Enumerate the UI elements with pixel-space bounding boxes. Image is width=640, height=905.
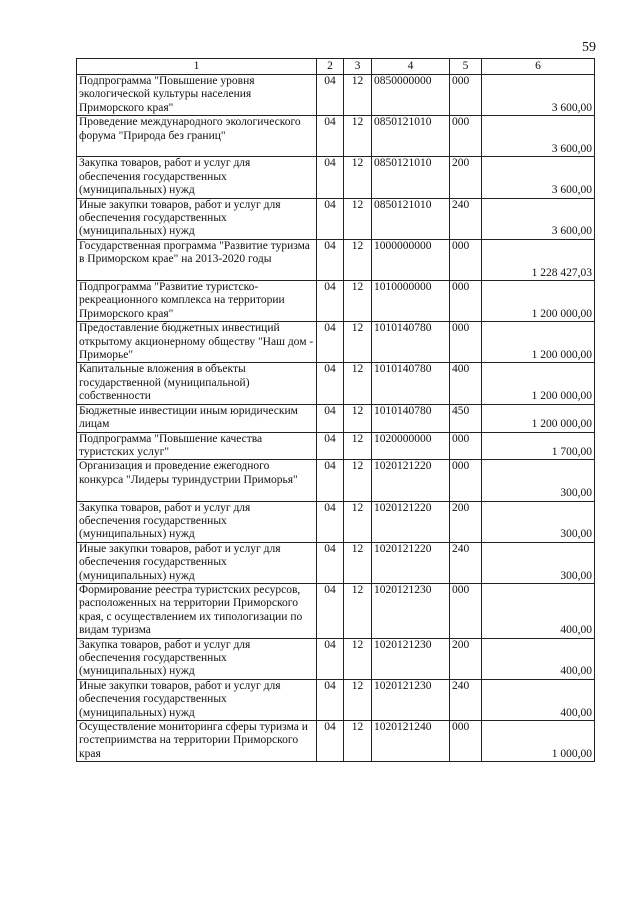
row-name-cell: Бюджетные инвестиции иным юридическим лицам: [77, 404, 317, 432]
row-section-cell: 04: [317, 432, 344, 460]
row-subsection-cell: 12: [344, 679, 372, 720]
row-expense-type-cell: 000: [450, 75, 482, 116]
row-target-article-cell: 0850000000: [372, 75, 450, 116]
row-expense-type-cell: 450: [450, 404, 482, 432]
row-name-cell: Закупка товаров, работ и услуг для обеспечения государственных (муниципальных) нужд: [77, 638, 317, 679]
row-name-cell: Подпрограмма "Повышение уровня экологической культуры населения Приморского края": [77, 75, 317, 116]
table-row: [77, 404, 595, 432]
table-header-row: [77, 59, 595, 75]
row-subsection-cell: 12: [344, 75, 372, 116]
row-section-cell: 04: [317, 363, 344, 404]
row-section-cell: 04: [317, 679, 344, 720]
row-name-cell: Подпрограмма "Повышение качества туристских услуг": [77, 432, 317, 460]
row-target-article-cell: 1020121230: [372, 583, 450, 638]
row-amount-cell: 1 200 000,00: [482, 363, 595, 404]
row-expense-type-cell: 200: [450, 501, 482, 542]
row-subsection-cell: 12: [344, 460, 372, 501]
row-section-cell: 04: [317, 239, 344, 280]
row-name-cell: Подпрограмма "Развитие туристско-рекреационного комплекса на территории Приморского края": [77, 281, 317, 322]
row-section-cell: 04: [317, 542, 344, 583]
row-target-article-cell: 1020121230: [372, 679, 450, 720]
row-subsection-cell: 12: [344, 432, 372, 460]
row-target-article-cell: 1020121240: [372, 721, 450, 762]
row-expense-type-cell: 240: [450, 679, 482, 720]
column-header-name: 1: [77, 59, 317, 75]
row-name-cell: Иные закупки товаров, работ и услуг для обеспечения государственных (муниципальных) нужд: [77, 542, 317, 583]
row-name-cell: Закупка товаров, работ и услуг для обеспечения государственных (муниципальных) нужд: [77, 501, 317, 542]
row-expense-type-cell: 000: [450, 322, 482, 363]
table-row: [77, 198, 595, 239]
column-header-subsection: 3: [344, 59, 372, 75]
row-amount-cell: 3 600,00: [482, 157, 595, 198]
row-section-cell: 04: [317, 281, 344, 322]
table-row: [77, 432, 595, 460]
row-target-article-cell: 1010140780: [372, 404, 450, 432]
row-amount-cell: 3 600,00: [482, 198, 595, 239]
row-subsection-cell: 12: [344, 638, 372, 679]
row-amount-cell: 1 200 000,00: [482, 404, 595, 432]
row-subsection-cell: 12: [344, 404, 372, 432]
row-name-cell: Иные закупки товаров, работ и услуг для обеспечения государственных (муниципальных) нужд: [77, 198, 317, 239]
row-expense-type-cell: 000: [450, 583, 482, 638]
row-subsection-cell: 12: [344, 542, 372, 583]
row-target-article-cell: 1010140780: [372, 363, 450, 404]
column-header-expense-type: 5: [450, 59, 482, 75]
row-amount-cell: 1 200 000,00: [482, 322, 595, 363]
row-amount-cell: 300,00: [482, 460, 595, 501]
row-target-article-cell: 0850121010: [372, 157, 450, 198]
row-amount-cell: 1 200 000,00: [482, 281, 595, 322]
row-amount-cell: 300,00: [482, 501, 595, 542]
row-subsection-cell: 12: [344, 157, 372, 198]
row-name-cell: Иные закупки товаров, работ и услуг для обеспечения государственных (муниципальных) нужд: [77, 679, 317, 720]
row-expense-type-cell: 000: [450, 721, 482, 762]
row-expense-type-cell: 000: [450, 281, 482, 322]
row-target-article-cell: 1000000000: [372, 239, 450, 280]
row-section-cell: 04: [317, 638, 344, 679]
table-row: [77, 75, 595, 116]
row-target-article-cell: 1020121220: [372, 542, 450, 583]
table-row: [77, 239, 595, 280]
row-expense-type-cell: 000: [450, 239, 482, 280]
table-row: [77, 116, 595, 157]
row-expense-type-cell: 400: [450, 363, 482, 404]
table-row: [77, 460, 595, 501]
table-row: [77, 583, 595, 638]
row-subsection-cell: 12: [344, 721, 372, 762]
row-expense-type-cell: 000: [450, 116, 482, 157]
row-name-cell: Государственная программа "Развитие туризма в Приморском крае" на 2013-2020 годы: [77, 239, 317, 280]
row-target-article-cell: 1020121230: [372, 638, 450, 679]
row-amount-cell: 1 700,00: [482, 432, 595, 460]
row-name-cell: Закупка товаров, работ и услуг для обеспечения государственных (муниципальных) нужд: [77, 157, 317, 198]
row-section-cell: 04: [317, 501, 344, 542]
row-expense-type-cell: 200: [450, 157, 482, 198]
row-expense-type-cell: 240: [450, 542, 482, 583]
row-section-cell: 04: [317, 75, 344, 116]
row-target-article-cell: 0850121010: [372, 116, 450, 157]
row-name-cell: Капитальные вложения в объекты государственной (муниципальной) собственности: [77, 363, 317, 404]
row-section-cell: 04: [317, 721, 344, 762]
table-row: [77, 679, 595, 720]
row-target-article-cell: 1010140780: [372, 322, 450, 363]
row-expense-type-cell: 000: [450, 460, 482, 501]
row-name-cell: Предоставление бюджетных инвестиций открытому акционерному обществу "Наш дом - Приморье": [77, 322, 317, 363]
row-name-cell: Формирование реестра туристских ресурсов, расположенных на территории Приморского края, с осуществлением их типологизации по видам туризма: [77, 583, 317, 638]
row-amount-cell: 400,00: [482, 583, 595, 638]
row-name-cell: Организация и проведение ежегодного конкурса "Лидеры туриндустрии Приморья": [77, 460, 317, 501]
table-body: [77, 75, 595, 762]
row-target-article-cell: 1010000000: [372, 281, 450, 322]
row-section-cell: 04: [317, 116, 344, 157]
row-amount-cell: 400,00: [482, 679, 595, 720]
row-amount-cell: 400,00: [482, 638, 595, 679]
row-section-cell: 04: [317, 404, 344, 432]
row-section-cell: 04: [317, 198, 344, 239]
page-number: 59: [582, 40, 596, 55]
table-row: [77, 542, 595, 583]
budget-table: [76, 58, 595, 762]
table-row: [77, 721, 595, 762]
row-subsection-cell: 12: [344, 116, 372, 157]
row-target-article-cell: 1020121220: [372, 501, 450, 542]
row-subsection-cell: 12: [344, 583, 372, 638]
row-section-cell: 04: [317, 322, 344, 363]
row-amount-cell: 300,00: [482, 542, 595, 583]
row-name-cell: Осуществление мониторинга сферы туризма и гостеприимства на территории Приморского края: [77, 721, 317, 762]
row-section-cell: 04: [317, 460, 344, 501]
row-subsection-cell: 12: [344, 198, 372, 239]
table-row: [77, 157, 595, 198]
row-section-cell: 04: [317, 157, 344, 198]
row-amount-cell: 3 600,00: [482, 116, 595, 157]
row-name-cell: Проведение международного экологического форума "Природа без границ": [77, 116, 317, 157]
row-amount-cell: 1 000,00: [482, 721, 595, 762]
row-expense-type-cell: 240: [450, 198, 482, 239]
row-target-article-cell: 0850121010: [372, 198, 450, 239]
row-subsection-cell: 12: [344, 239, 372, 280]
table-row: [77, 501, 595, 542]
table-row: [77, 281, 595, 322]
column-header-section: 2: [317, 59, 344, 75]
row-subsection-cell: 12: [344, 281, 372, 322]
row-target-article-cell: 1020000000: [372, 432, 450, 460]
row-expense-type-cell: 200: [450, 638, 482, 679]
row-subsection-cell: 12: [344, 363, 372, 404]
table-row: [77, 322, 595, 363]
row-amount-cell: 1 228 427,03: [482, 239, 595, 280]
row-subsection-cell: 12: [344, 501, 372, 542]
row-amount-cell: 3 600,00: [482, 75, 595, 116]
table-row: [77, 363, 595, 404]
row-expense-type-cell: 000: [450, 432, 482, 460]
row-subsection-cell: 12: [344, 322, 372, 363]
row-section-cell: 04: [317, 583, 344, 638]
row-target-article-cell: 1020121220: [372, 460, 450, 501]
column-header-amount: 6: [482, 59, 595, 75]
column-header-target-article: 4: [372, 59, 450, 75]
table-row: [77, 638, 595, 679]
